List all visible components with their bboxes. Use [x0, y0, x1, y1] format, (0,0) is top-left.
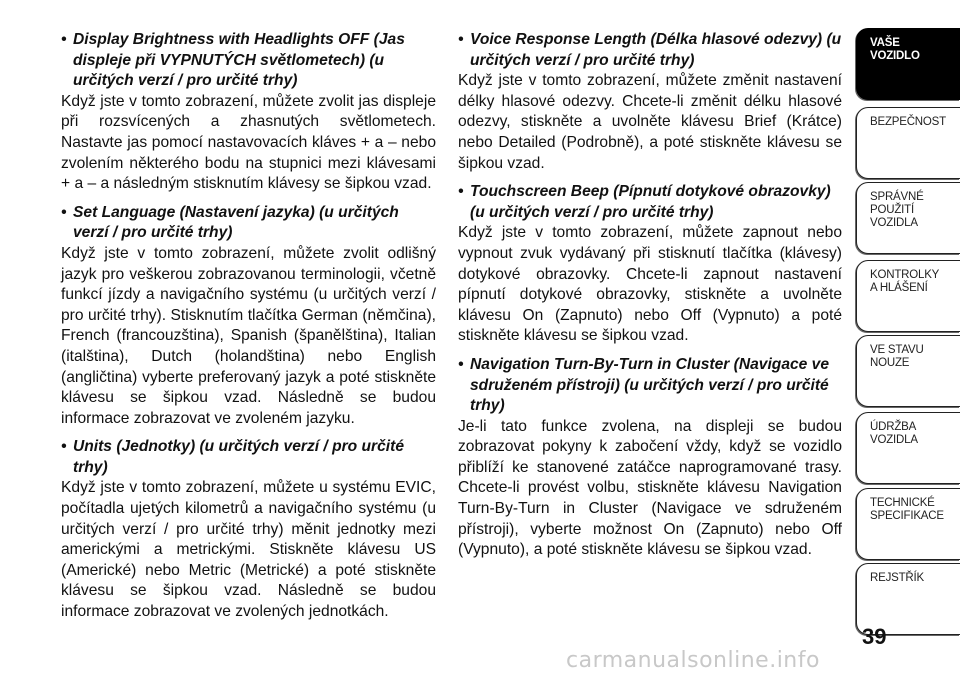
tab-label: BEZPEČNOST	[870, 116, 946, 128]
section-body: Když jste v tomto zobrazení, můžete u systému EVIC, počítadla ujetých kilometrů a navigačního systému (u určitých verzí / pro určité trhy) měnit jednotky mezi americkými a metrickými. Stiskněte klávesu US (Americké) nebo Metric (Metrické) a poté stiskněte klávesu se šipkou vzad. Následně se budou informace zobrazovat ve zvolených jednotkách.	[61, 479, 436, 621]
section-set-language	[61, 203, 436, 430]
section-display-brightness	[61, 30, 436, 195]
tab-label: ÚDRŽBA VOZIDLA	[870, 421, 918, 446]
bullet-icon: •	[61, 438, 67, 456]
tab-label: SPRÁVNÉ POUŽITÍ VOZIDLA	[870, 191, 924, 229]
section-heading: • Navigation Turn-By-Turn in Cluster (Navigace ve sdruženém přístroji) (u určitých verzí / pro určité trhy)	[458, 355, 830, 415]
tab-udrzba-vozidla[interactable]	[856, 412, 960, 484]
section-navigation-turn-by-turn	[458, 355, 842, 561]
tab-technicke-specifikace[interactable]	[856, 488, 960, 560]
section-heading: • Touchscreen Beep (Pípnutí dotykové obrazovky) (u určitých verzí / pro určité trhy)	[458, 183, 831, 221]
tab-label: VAŠE VOZIDLO	[870, 37, 920, 62]
section-body: Když jste v tomto zobrazení, můžete změnit nastavení délky hlasové odezvy. Chcete-li změnit délku hlasové odezvy, stiskněte a uvolněte klávesu Brief (Krátce) nebo Detailed (Podrobně), a poté stiskněte klávesu se šipkou vzad.	[458, 72, 842, 172]
section-body: Když jste v tomto zobrazení, můžete zvolit odlišný jazyk pro veškerou zobrazovanou terminologii, včetně funkcí jízdy a navigačního systému (u určitých verzí / pro určité trhy). Stisknutím tlačítka German (němčina), French (francouzština), Spanish (španělština), Italian (italština), Dutch (holandština) nebo English (angličtina) vyberte preferovaný jazyk a poté stiskněte klávesu se šipkou vzad. Následně se budou informace zobrazovat ve zvoleném jazyku.	[61, 244, 436, 427]
bullet-icon: •	[458, 183, 464, 201]
tab-vase-vozidlo[interactable]	[856, 28, 960, 100]
bullet-icon: •	[61, 31, 67, 48]
tab-label: REJSTŘÍK	[870, 572, 924, 584]
tab-kontrolky-a-hlaseni[interactable]	[856, 260, 960, 332]
tab-spravne-pouziti-vozidla[interactable]	[856, 182, 960, 254]
section-heading: • Set Language (Nastavení jazyka) (u určitých verzí / pro určité trhy)	[61, 203, 399, 242]
tab-label: VE STAVU NOUZE	[870, 344, 924, 369]
chapter-sidebar	[856, 0, 960, 678]
section-heading: • Units (Jednotky) (u určitých verzí / pro určité trhy)	[61, 438, 404, 476]
watermark: carmanualsonline.info	[566, 648, 820, 673]
section-heading: • Voice Response Length (Délka hlasové odezvy) (u určitých verzí / pro určité trhy)	[458, 31, 842, 69]
section-touchscreen-beep	[458, 182, 842, 347]
section-body: Když jste v tomto zobrazení, můžete zapnout nebo vypnout zvuk vydávaný při stisknutí tlačítka (klávesy) dotykové obrazovky. Chcete-li zapnout nastavení pípnutí dotykové obrazovky, stiskněte a uvolněte klávesu On (Zapnuto) nebo Off (Vypnuto) a poté stiskněte klávesu se šipkou vzad.	[458, 224, 842, 345]
section-voice-response-length	[458, 30, 842, 174]
section-heading: • Display Brightness with Headlights OFF (Jas displeje při VYPNUTÝCH světlometech) (u určitých verzí / pro určité trhy)	[61, 31, 405, 90]
left-column	[61, 30, 436, 631]
section-body: Je-li tato funkce zvolena, na displeji se budou zobrazovat pokyny k zabočení vždy, když se vozidlo přiblíží ke stanovené zatáčce naprogramované trasy. Chcete-li provést volbu, stiskněte klávesu Navigation Turn-By-Turn in Cluster (Navigace ve sdruženém přístroji), vyberte možnost On (Zapnuto) nebo Off (Vypnuto), a poté stiskněte klávesu se šipkou vzad.	[458, 417, 842, 559]
tab-ve-stavu-nouze[interactable]	[856, 335, 960, 407]
tab-bezpecnost[interactable]	[856, 107, 960, 179]
section-body: Když jste v tomto zobrazení, můžete zvolit jas displeje při rozsvícených a zhasnutých světlometech. Nastavte jas pomocí nastavovacích kláves + a – nebo zvolením některého bodu na stupnici mezi klávesami + a – a následným stisknutím klávesy se šipkou vzad.	[61, 92, 436, 193]
right-column	[458, 30, 842, 569]
tab-label: TECHNICKÉ SPECIFIKACE	[870, 497, 944, 522]
page-number: 39	[862, 624, 887, 649]
bullet-icon: •	[458, 31, 464, 48]
section-units	[61, 437, 436, 622]
bullet-icon: •	[61, 203, 67, 221]
bullet-icon: •	[458, 355, 464, 373]
tab-label: KONTROLKY A HLÁŠENÍ	[870, 269, 940, 294]
